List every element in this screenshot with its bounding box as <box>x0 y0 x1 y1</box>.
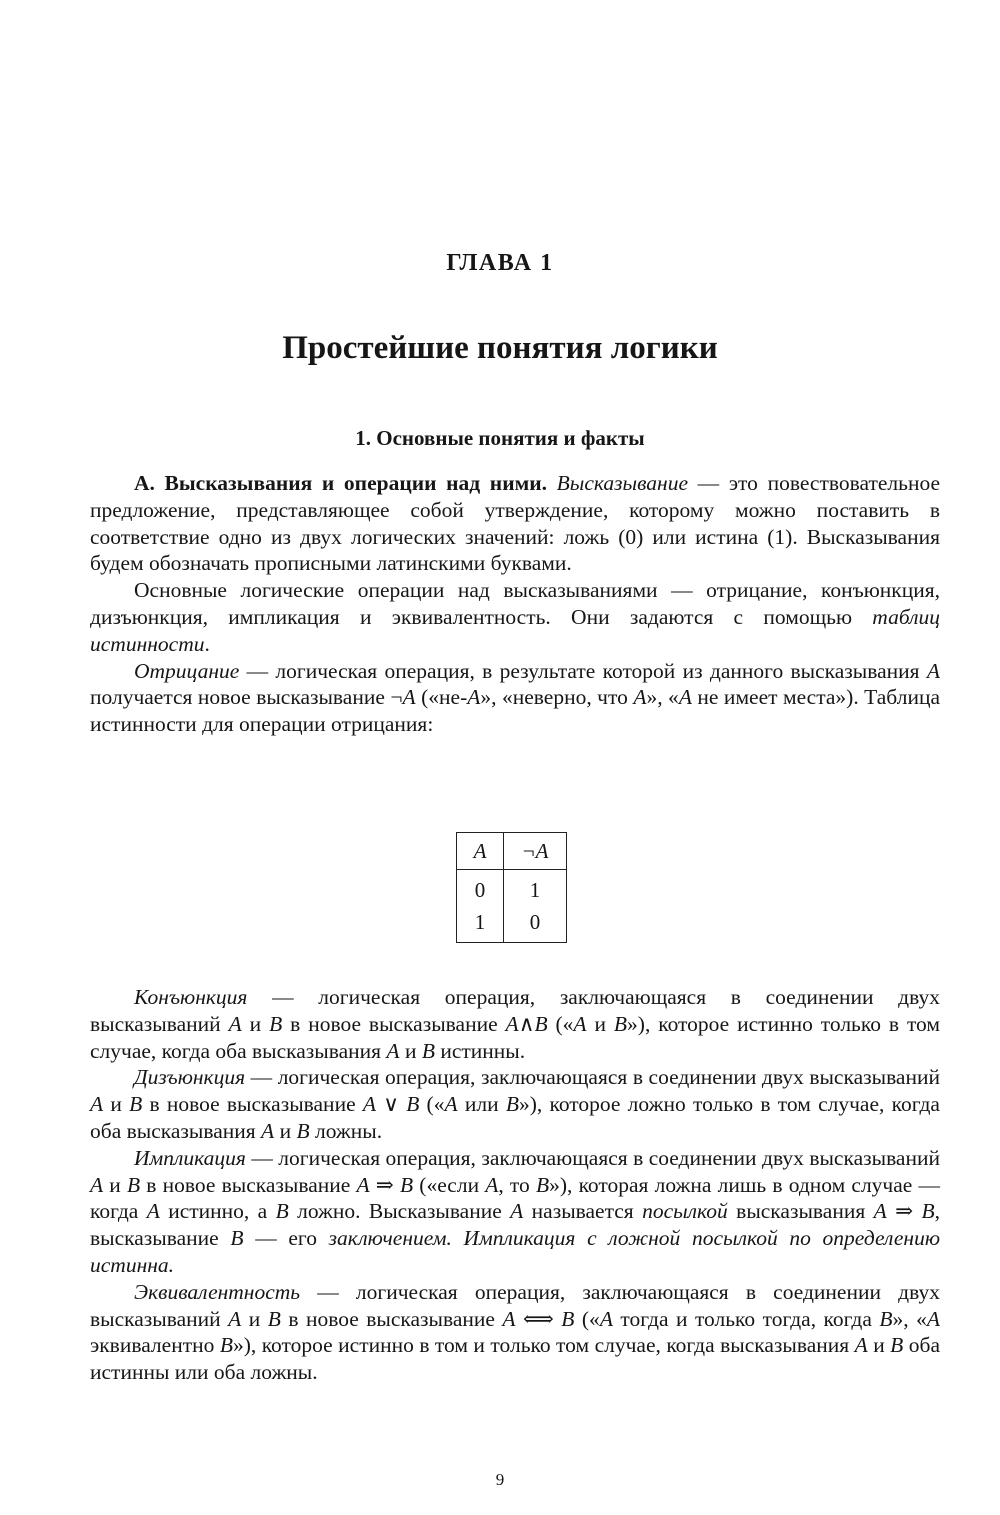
negation-truth-table <box>456 832 567 943</box>
page-number: 9 <box>495 1470 505 1489</box>
term-conjunction: Конъюнкция <box>134 985 248 1009</box>
term-equivalence: Эквивалентность <box>134 1279 301 1304</box>
table-row <box>457 870 567 907</box>
subsection-heading: А. Высказывания и операции над ними. <box>134 471 547 495</box>
table-cell: 1 <box>504 870 567 907</box>
table-cell: 0 <box>504 906 567 943</box>
chapter-title: Простейшие понятия логики <box>282 330 718 366</box>
term-implication: Импликация <box>134 1145 246 1170</box>
table-cell: 0 <box>457 870 504 907</box>
table-header-cell: ¬A <box>504 833 567 870</box>
paragraph-conjunction: Конъюнкция — логическая операция, заключающаяся в соединении двух высказываний A и B в новое высказывание A∧B («A и B»), которое истинно только в том случае, когда оба высказывания A и B истинны. <box>90 985 940 1063</box>
paragraph-statements: А. Высказывания и операции над ними. Высказывание — это повествовательное предложение, представляющее собой утверждение, которому можно поставить в соответствие одно из двух логических значений: ложь (0) или истина (1). Высказывания будем обозначать прописными латинскими буквами. <box>90 471 941 576</box>
paragraph-negation: Отрицание — логическая операция, в результате которой из данного высказывания A получается новое высказывание ¬A («не-A», «неверно, что A», «A не имеет места»). Таблица истинности для операции отрицания: <box>90 658 940 737</box>
text-block-intro <box>90 470 940 738</box>
paragraph-disjunction: Дизъюнкция — логическая операция, заключающаяся в соединении двух высказываний A и B в новое высказывание A ∨ B («A или B»), которое ложно только в том случае, когда оба высказывания A и B ложны. <box>90 1065 940 1143</box>
paragraph-equivalence: Эквивалентность — логическая операция, заключающаяся в соединении двух высказываний A и B в новое высказывание A ⟺ B («A тогда и только тогда, когда B», «A эквивалентно B»), которое истинно в том и только том случае, когда высказывания A и B оба истинны или оба ложны. <box>90 1279 940 1385</box>
text-block-operations <box>90 984 940 1386</box>
chapter-label: ГЛАВА 1 <box>446 250 554 276</box>
paragraph-operations: Основные логические операции над высказываниями — отрицание, конъюнкция, дизъюнкция, импликация и эквивалентность. Они задаются с помощью таблиц истинности. <box>90 578 940 656</box>
table-cell: 1 <box>457 906 504 943</box>
table-row <box>457 906 567 943</box>
term-truth-tables: таблиц истинности <box>90 604 940 656</box>
term-disjunction: Дизъюнкция <box>134 1065 246 1090</box>
section-title: 1. Основные понятия и факты <box>355 426 645 450</box>
term-negation: Отрицание <box>134 658 240 683</box>
term-premise: посылкой <box>642 1199 728 1224</box>
table-header-cell: A <box>457 833 504 870</box>
term-conclusion: заключением. Импликация с ложной посылкой по определению истинна. <box>90 1226 940 1277</box>
table-header-row <box>457 833 567 870</box>
term-statement: Высказывание <box>556 471 689 495</box>
paragraph-implication: Импликация — логическая операция, заключающаяся в соединении двух высказываний A и B в новое высказывание A ⇒ B («если A, то B»), которая ложна лишь в одном случае — когда A истинно, а B ложно. Высказывание A называется посылкой высказывания A ⇒ B, высказывание B — его заключением. Импликация с ложной посылкой по определению истинна. <box>90 1145 941 1277</box>
